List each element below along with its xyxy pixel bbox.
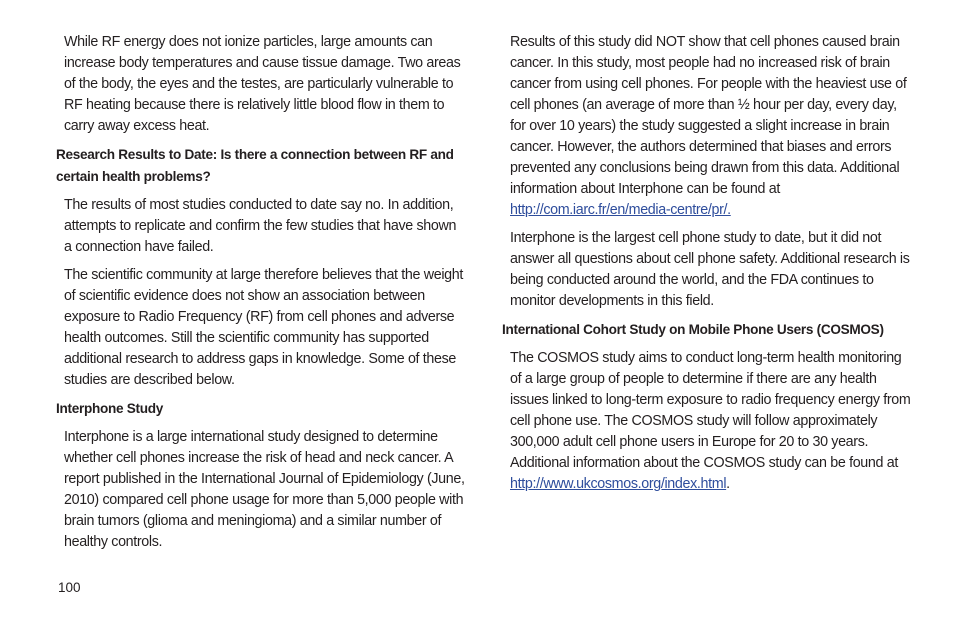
interphone-heading: Interphone Study: [56, 401, 163, 416]
results-paragraph: The results of most studies conducted to date say no. In addition, attempts to replicate and confirm the few studies that have shown a connection have failed.: [64, 197, 457, 255]
research-results-heading: Research Results to Date: Is there a connection between RF and certain health problems?: [56, 147, 454, 184]
largest-study-paragraph: Interphone is the largest cell phone study to date, but it did not answer all questions about cell phone safety. Additional research is being conducted around the world, and the FDA continues to monitor developments in this field.: [510, 230, 910, 309]
rf-energy-paragraph: While RF energy does not ionize particles, large amounts can increase body temperatures and cause tissue damage. Two areas of the body, the eyes and the testes, are particularly vulnerable to RF heating because there is relatively little blood flow in them to carry away excess heat.: [64, 34, 461, 134]
study-results-paragraph: [510, 32, 914, 221]
cosmos-period: .: [726, 476, 730, 492]
iarc-link[interactable]: http://com.iarc.fr/en/media-centre/pr/.: [510, 202, 731, 218]
cosmos-heading: International Cohort Study on Mobile Phone Users (COSMOS): [502, 322, 884, 337]
interphone-paragraph: Interphone is a large international study designed to determine whether cell phones increase the risk of head and neck cancer. A report published in the International Journal of Epidemiology (June, 2010) compared cell phone usage for more than 5,000 people with brain tumors (glioma and meningioma) and a similar number of healthy controls.: [64, 429, 465, 550]
scientific-community-paragraph: The scientific community at large therefore believes that the weight of scientific evidence does not show an association between exposure to Radio Frequency (RF) from cell phones and adverse health outcomes. Still the scientific community has supported additional research to address gaps in knowledge. Some of these studies are described below.: [64, 267, 463, 388]
ukcosmos-link[interactable]: http://www.ukcosmos.org/index.html: [510, 476, 727, 492]
right-column: [502, 32, 914, 502]
cosmos-text: The COSMOS study aims to conduct long-term health monitoring of a large group of people to determine if there are any health issues linked to long-term exposure to radio frequency energy from cell phone use. The COSMOS study will follow approximately 300,000 adult cell phone users in Europe for 20 to 30 years. Additional information about the COSMOS study can be found at: [510, 350, 911, 471]
cosmos-paragraph: [510, 348, 914, 495]
page-number: 100: [58, 580, 81, 595]
study-results-text: Results of this study did NOT show that cell phones caused brain cancer. In this study, most people had no increased risk of brain cancer from using cell phones. For people with the heaviest use of cell phones (an average of more than ½ hour per day, every day, for over 10 years) the study suggested a slight increase in brain cancer. However, the authors determined that biases and errors prevented any conclusions being drawn from this data. Additional information about Interphone can be found at: [510, 34, 907, 197]
left-column: [56, 32, 466, 560]
